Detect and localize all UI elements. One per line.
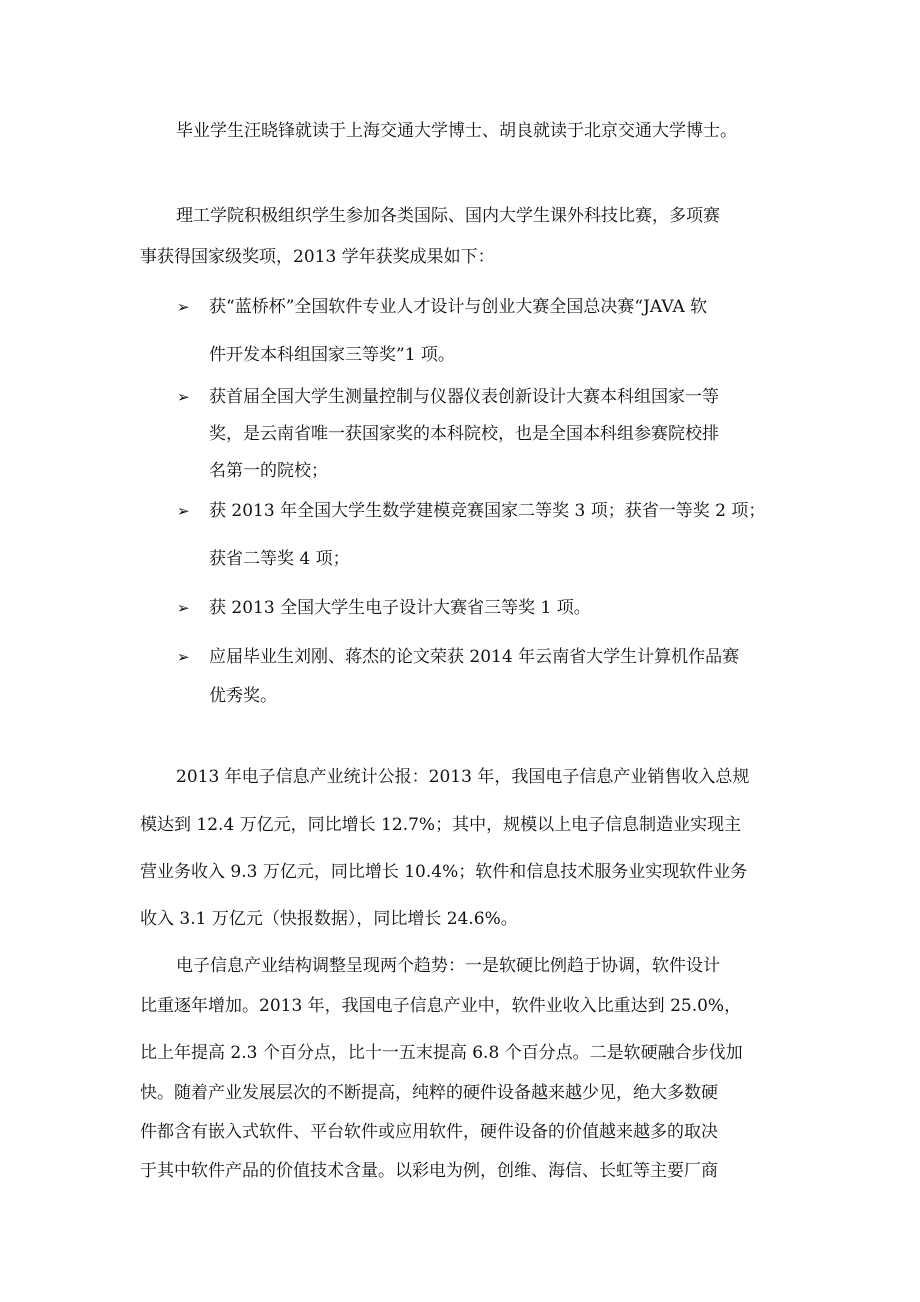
paragraph-2-line-2: 事获得国家级奖项，2013 学年获奖成果如下：	[140, 247, 495, 267]
paragraph-4-line-4: 快。随着产业发展层次的不断提高，纯粹的硬件设备越来越少见，绝大多数硬	[140, 1083, 718, 1103]
arrow-bullet-icon: ➢	[177, 502, 190, 520]
award-1-line-1: 获“蓝桥杯”全国软件专业人才设计与创业大赛全国总决赛“JAVA 软	[209, 297, 708, 317]
arrow-bullet-icon: ➢	[177, 599, 190, 617]
arrow-bullet-icon: ➢	[177, 298, 190, 316]
paragraph-4-line-1: 电子信息产业结构调整呈现两个趋势：一是软硬比例趋于协调，软件设计	[176, 956, 720, 976]
paragraph-4-line-2: 比重逐年增加。2013 年，我国电子信息产业中，软件业收入比重达到 25.0%，	[140, 996, 742, 1016]
paragraph-2-line-1: 理工学院积极组织学生参加各类国际、国内大学生课外科技比赛，多项赛	[176, 206, 720, 226]
arrow-bullet-icon: ➢	[177, 648, 190, 666]
award-2-line-3: 名第一的院校；	[209, 461, 328, 481]
award-2-line-1: 获首届全国大学生测量控制与仪器仪表创新设计大赛本科组国家一等	[209, 387, 719, 407]
arrow-bullet-icon: ➢	[177, 388, 190, 406]
paragraph-4-line-5: 件都含有嵌入式软件、平台软件或应用软件，硬件设备的价值越来越多的取决	[140, 1122, 718, 1142]
paragraph-4-line-3: 比上年提高 2.3 个百分点，比十一五末提高 6.8 个百分点。二是软硬融合步伐加	[140, 1043, 743, 1063]
award-1-line-2: 件开发本科组国家三等奖”1 项。	[209, 345, 455, 365]
paragraph-3-line-2: 模达到 12.4 万亿元，同比增长 12.7%；其中，规模以上电子信息制造业实现主	[140, 815, 742, 835]
award-2-line-2: 奖，是云南省唯一获国家奖的本科院校，也是全国本科组参赛院校排	[209, 424, 719, 444]
award-3-line-1: 获 2013 年全国大学生数学建模竞赛国家二等奖 3 项；获省一等奖 2 项；	[209, 501, 766, 521]
award-3-line-2: 获省二等奖 4 项；	[209, 549, 350, 569]
award-5-line-1: 应届毕业生刘刚、蒋杰的论文荣获 2014 年云南省大学生计算机作品赛	[209, 647, 740, 667]
paragraph-3-line-1: 2013 年电子信息产业统计公报：2013 年，我国电子信息产业销售收入总规	[176, 767, 750, 787]
award-5-line-2: 优秀奖。	[209, 686, 277, 706]
paragraph-1-line-1: 毕业学生汪晓锋就读于上海交通大学博士、胡良就读于北京交通大学博士。	[176, 121, 737, 141]
award-4-line-1: 获 2013 全国大学生电子设计大赛省三等奖 1 项。	[209, 598, 591, 618]
paragraph-3-line-4: 收入 3.1 万亿元（快报数据），同比增长 24.6%。	[140, 909, 518, 929]
paragraph-3-line-3: 营业务收入 9.3 万亿元，同比增长 10.4%；软件和信息技术服务业实现软件业务	[140, 862, 748, 882]
paragraph-4-line-6: 于其中软件产品的价值技术含量。以彩电为例，创维、海信、长虹等主要厂商	[140, 1161, 718, 1181]
